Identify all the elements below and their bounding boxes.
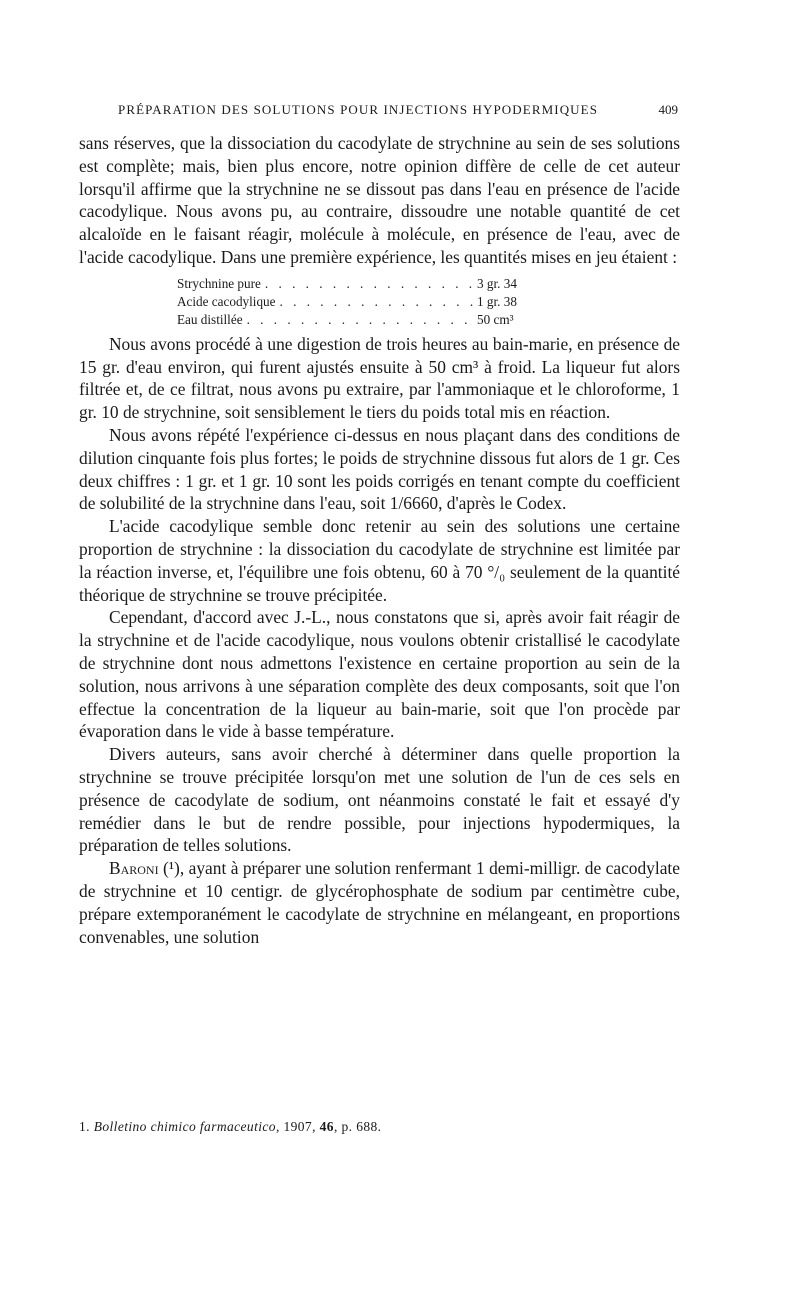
paragraph-1: sans réserves, que la dissociation du cacodylate de strychnine au sein de ses solutions est complète; mais, bien plus encore, notre opinion diffère de celle de cet auteur lorsqu'il affirme que la strychnine ne se dissout pas dans l'eau en présence de l'acide cacodylique. Nous avons pu, au contraire, dissoudre une notable quantité de cet alcaloïde en le faisant réagir, molécule à molécule, en présence de l'eau, avec de l'acide cacodylique. Dans une première expérience, les quantités mises en jeu étaient : <box>79 133 680 267</box>
substance-quantity: 3 gr. 34 <box>477 275 517 291</box>
footnote-number: 1. <box>79 1119 90 1134</box>
footnote-reference: (¹) <box>158 858 180 879</box>
leader-dots <box>243 311 477 329</box>
leader-dots <box>276 293 478 311</box>
paragraph-7-text: , ayant à préparer une solution renfermant 1 demi-milligr. de cacodylate de strychnine et 10 centigr. de glycérophosphate de sodium par centimètre cube, prépare extemporanément le cacodylate de strychnine en mélangeant, en proportions convenables, une solution <box>79 858 680 947</box>
paragraph-3: Nous avons répété l'expérience ci-dessus en nous plaçant dans des conditions de dilution cinquante fois plus fortes; le poids de strychnine dissous fut alors de 1 gr. Ces deux chiffres : 1 gr. et 1 gr. 10 sont les poids corrigés en tenant compte du coefficient de solubilité de la strychnine dans l'eau, soit 1/6660, d'après le Codex. <box>79 424 680 514</box>
journal-title: Bolletino chimico farmaceutico <box>93 1119 276 1134</box>
footnote <box>79 1119 680 1135</box>
author-name: Baroni <box>109 858 159 879</box>
substance-name: Acide cacodylique <box>177 293 276 309</box>
quantity-row <box>177 311 543 329</box>
page-number: 409 <box>658 102 678 117</box>
leader-dots <box>261 275 477 293</box>
quantity-row <box>177 275 543 293</box>
running-head: PRÉPARATION DES SOLUTIONS POUR INJECTIONS HYPODERMIQUES <box>118 102 599 117</box>
substance-name: Eau distillée <box>177 311 243 327</box>
footnote-year: , 1907, <box>275 1119 320 1134</box>
page-header <box>118 102 678 118</box>
substance-quantity: 50 cm³ <box>477 311 514 327</box>
quantity-row <box>177 293 543 311</box>
substance-quantity: 1 gr. 38 <box>477 293 517 309</box>
footnote-volume: 46 <box>319 1119 334 1134</box>
paragraph-2: Nous avons procédé à une digestion de trois heures au bain-marie, en présence de 15 gr. d'eau environ, qui furent ajustés ensuite à 50 cm³ à froid. La liqueur fut alors filtrée et, de ce filtrat, nous avons pu extraire, par l'ammoniaque et le chloroforme, 1 gr. 10 de strychnine, soit sensiblement le tiers du poids total mis en réaction. <box>79 333 680 423</box>
paragraph-7 <box>79 857 680 948</box>
quantities-table <box>177 275 543 329</box>
paragraph-5: Cependant, d'accord avec J.-L., nous constatons que si, après avoir fait réagir de la strychnine et de l'acide cacodylique, nous voulons obtenir cristallisé le cacodylate de strychnine dont nous admettons l'existence en certaine proportion au sein de la solution, nous arrivons à une séparation complète des deux composants, soit que l'on effectue la concentration de la liqueur au bain-marie, soit que l'on procède par évaporation dans le vide à basse température. <box>79 607 680 742</box>
paragraph-6: Divers auteurs, sans avoir cherché à déterminer dans quelle proportion la strychnine se trouve précipitée lorsqu'on met une solution de l'un de ces sels en présence de cacodylate de sodium, ont néanmoins constaté le fait et essayé d'y remédier dans le but de rendre possible, pour injections hypodermiques, la préparation de telles solutions. <box>79 744 680 856</box>
body-text <box>79 132 680 948</box>
substance-name: Strychnine pure <box>177 275 261 291</box>
paragraph-4: L'acide cacodylique semble donc retenir au sein des solutions une certaine proportion de strychnine : la dissociation du cacodylate de strychnine est limitée par la réaction inverse, et, l'équilibre une fois obtenu, 60 à 70 °/₀ seulement de la quantité théorique de strychnine se trouve précipitée. <box>79 516 680 605</box>
footnote-pages: , p. 688. <box>333 1119 382 1134</box>
